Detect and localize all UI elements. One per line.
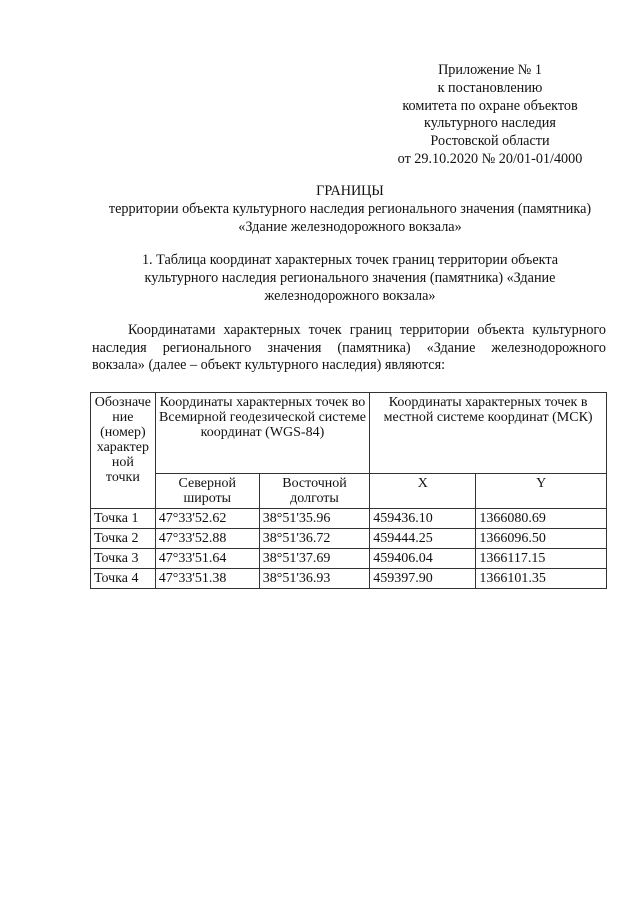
cell-y: 1366101.35: [476, 569, 607, 589]
header-wgs: Координаты характерных точек во Всемирной геодезической системе координат (WGS-84): [155, 393, 369, 474]
cell-y: 1366080.69: [476, 509, 607, 529]
word: границ: [349, 322, 392, 338]
word: железнодорожного: [491, 339, 606, 356]
cell-x: 459444.25: [370, 529, 476, 549]
cell-north: 47°33'52.88: [155, 529, 259, 549]
section-line: культурного наследия регионального значения (памятника) «Здание: [144, 269, 556, 286]
appendix-line: Ростовской области: [430, 133, 550, 150]
cell-x: 459406.04: [370, 549, 476, 569]
word: культурного: [532, 322, 606, 338]
word: наследия: [92, 339, 147, 356]
table-subheader-row: [91, 474, 607, 509]
word: точек: [308, 322, 342, 338]
cell-point: Точка 2: [91, 529, 156, 549]
table-row: [91, 569, 607, 589]
cell-east: 38°51'36.72: [259, 529, 369, 549]
intro-line-1: [92, 322, 606, 340]
word: характерных: [223, 322, 301, 338]
cell-y: 1366117.15: [476, 549, 607, 569]
intro-line-3: [92, 357, 606, 375]
cell-point: Точка 3: [91, 549, 156, 569]
cell-x: 459436.10: [370, 509, 476, 529]
appendix-line: от 29.10.2020 № 20/01-01/4000: [397, 150, 583, 167]
cell-y: 1366096.50: [476, 529, 607, 549]
table-row: [91, 549, 607, 569]
word: регионального: [162, 339, 252, 356]
intro-paragraph: [92, 322, 606, 375]
section-line: железнодорожного вокзала»: [264, 287, 436, 304]
table-row: [91, 529, 607, 549]
table-header-row: [91, 393, 607, 474]
table-row: [91, 509, 607, 529]
appendix-header: [380, 62, 600, 169]
header-north: Северной широты: [155, 474, 259, 509]
cell-east: 38°51'37.69: [259, 549, 369, 569]
cell-north: 47°33'52.62: [155, 509, 259, 529]
title-line: «Здание железнодорожного вокзала»: [238, 218, 462, 235]
appendix-line: к постановлению: [437, 79, 543, 96]
cell-x: 459397.90: [370, 569, 476, 589]
header-point: Обозначе ние (номер) характер ной точки: [91, 393, 156, 509]
cell-north: 47°33'51.64: [155, 549, 259, 569]
appendix-line: культурного наследия: [424, 115, 556, 132]
appendix-line: Приложение № 1: [438, 62, 542, 78]
cell-point: Точка 1: [91, 509, 156, 529]
header-y: Y: [476, 474, 607, 509]
word: значения: [267, 339, 322, 356]
appendix-line: комитета по охране объектов: [402, 97, 578, 114]
document-title: [60, 183, 640, 236]
title-line: территории объекта культурного наследия регионального значения (памятника): [108, 200, 592, 217]
word: «Здание: [426, 339, 476, 356]
header-msk: Координаты характерных точек в местной системе координат (МСК): [370, 393, 607, 474]
cell-north: 47°33'51.38: [155, 569, 259, 589]
coordinates-table: [90, 392, 607, 589]
word: объекта: [477, 322, 525, 338]
header-x: X: [370, 474, 476, 509]
section-line: 1. Таблица координат характерных точек границ территории объекта: [141, 252, 559, 268]
cell-east: 38°51'36.93: [259, 569, 369, 589]
word: Координатами: [128, 322, 216, 338]
header-east: Восточной долготы: [259, 474, 369, 509]
section-heading: [100, 252, 600, 305]
intro-line-2: [92, 340, 606, 358]
cell-point: Точка 4: [91, 569, 156, 589]
intro-line-3-text: вокзала» (далее – объект культурного наследия) являются:: [92, 357, 446, 374]
cell-east: 38°51'35.96: [259, 509, 369, 529]
word: (памятника): [337, 339, 411, 356]
title-heading: ГРАНИЦЫ: [316, 183, 384, 199]
word: территории: [399, 322, 470, 338]
